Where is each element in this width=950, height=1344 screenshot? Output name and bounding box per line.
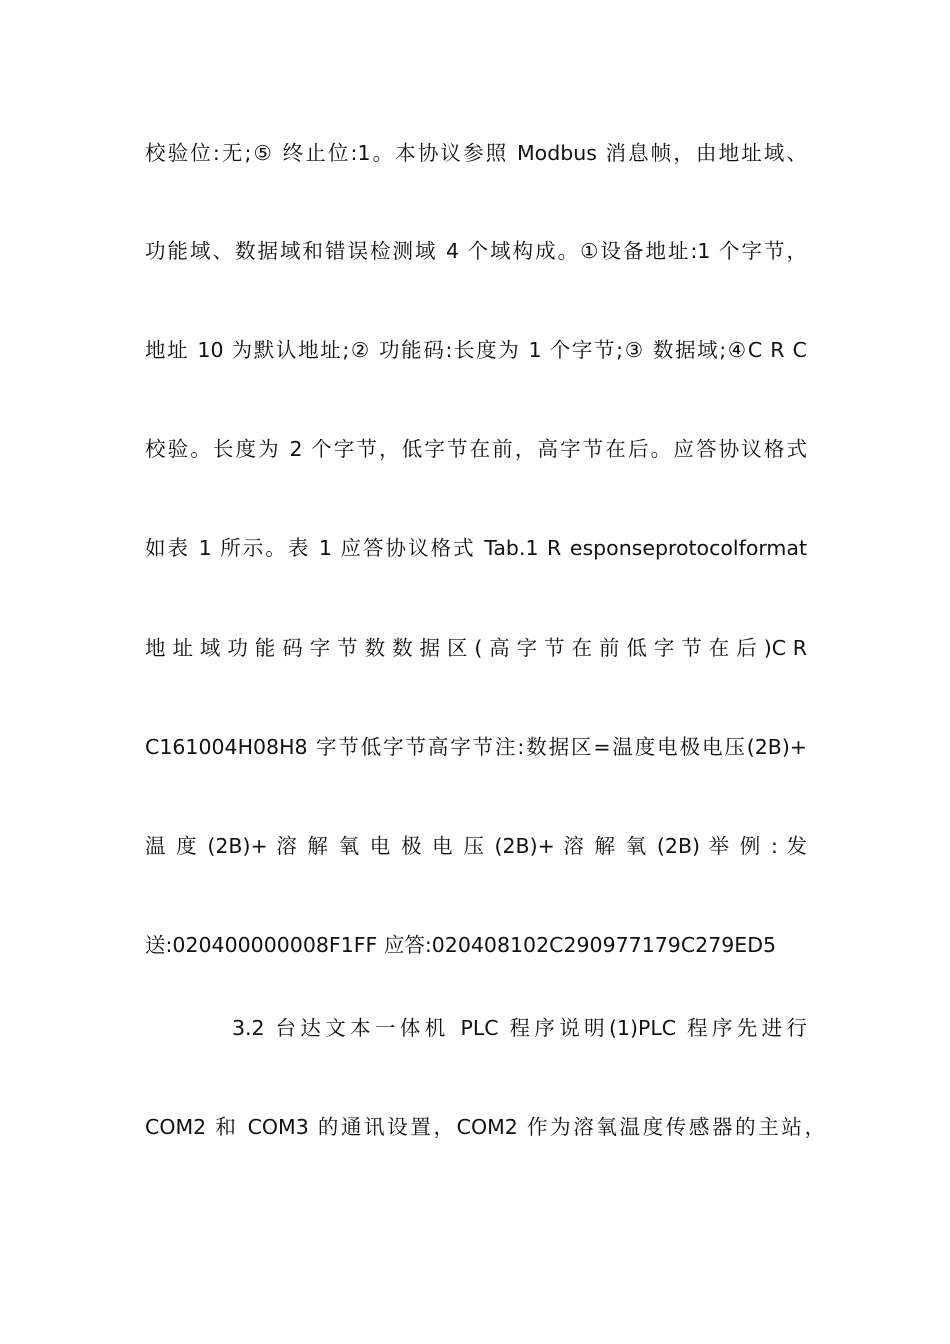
text-line-5: 如表 1 所示。表 1 应答协议格式 Tab.1 R esponseprotocolformat [145,536,807,560]
section-heading-line: 3.2 台达文本一体机 PLC 程序说明(1)PLC 程序先进行 [232,1016,807,1040]
text-line-2: 功能域、数据域和错误检测域 4 个域构成。①设备地址:1 个字节， [145,239,807,263]
text-line-6: 地 址 域 功 能 码 字 节 数 数 据 区 ( 高 字 节 在 前 低 字 节 在 后 )C R [145,636,807,660]
text-line-4: 校验。长度为 2 个字节，低字节在前，高字节在后。应答协议格式 [145,437,807,461]
text-line-1: 校验位:无;⑤ 终止位:1。本协议参照 Modbus 消息帧，由地址域、 [145,141,807,165]
text-line-3: 地址 10 为默认地址;② 功能码:长度为 1 个字节;③ 数据域;④C R C [145,338,807,362]
text-line-9: 送:020400000008F1FF 应答:020408102C290977179C279ED5 [145,933,777,957]
text-line-8: 温 度 (2B)+ 溶 解 氧 电 极 电 压 (2B)+ 溶 解 氧 (2B) 举 例 : 发 [145,834,807,858]
text-line-11: COM2 和 COM3 的通讯设置，COM2 作为溶氧温度传感器的主站， [145,1115,825,1139]
text-line-7: C161004H08H8 字节低字节高字节注:数据区=温度电极电压(2B)+ [145,735,807,759]
